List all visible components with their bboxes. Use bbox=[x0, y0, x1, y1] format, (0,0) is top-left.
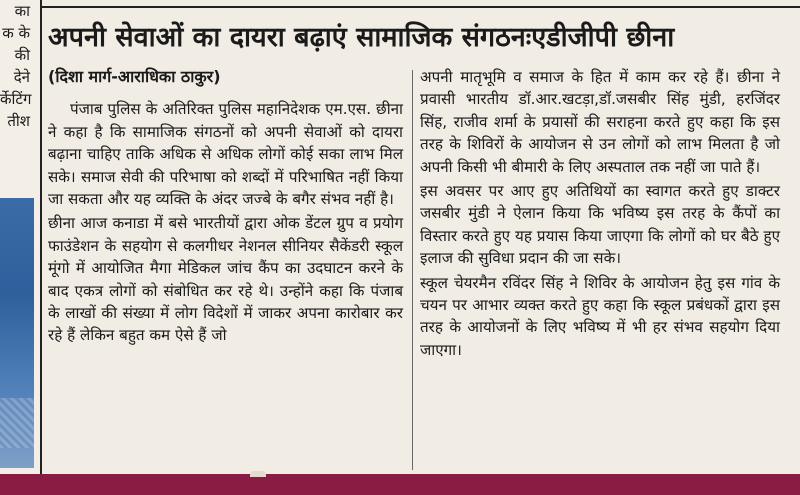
article-column-1 bbox=[48, 66, 403, 349]
adjacent-text-line: देने bbox=[13, 68, 30, 86]
paragraph: अपनी मातृभूमि व समाज के हित में काम कर रहे हैं। छीना ने प्रवासी भारतीय डॉ.आर.खटड़ा,डॉ.जसबीर सिंह मुंडी, हरजिंदर सिंह, राजीव शर्मा के प्रयासों की सराहना करते हुए कहा कि इस तरह के शिविरों के आयोजन से उन लोगों को लाभ मिलता है जो अपनी किसी भी बीमारी के लिए अस्पताल तक नहीं जा पाते हैं। bbox=[420, 68, 780, 176]
article-headline: अपनी सेवाओं का दायरा बढ़ाएं सामाजिक संगठनःएडीजीपी छीना bbox=[48, 22, 675, 53]
top-rule bbox=[42, 0, 800, 8]
adjacent-text-line: की bbox=[14, 46, 30, 64]
paragraph: स्कूल चेयरमैन रविंदर सिंह ने शिविर के आयोजन हेतु इस गांव के चयन पर आभार व्यक्त करते हुए कहा कि स्कूल प्रबंधकों द्वारा इस तरह के आयोजनों के लिए भविष्य में भी हर संभव सहयोग दिया जाएगा। bbox=[420, 273, 780, 359]
bottom-color-band bbox=[0, 474, 800, 495]
adjacent-text-line: र्केटिंग bbox=[0, 90, 32, 108]
adjacent-text-line: का bbox=[14, 2, 30, 20]
byline: (दिशा मार्ग-आराधिका ठाकुर) bbox=[48, 67, 221, 86]
adjacent-article-text bbox=[0, 0, 34, 132]
adjacent-text-line: तीश bbox=[7, 112, 30, 130]
adjacent-article-strip bbox=[0, 0, 42, 495]
paragraph: पंजाब पुलिस के अतिरिक्त पुलिस महानिदेशक एम.एस. छीना ने कहा है कि सामाजिक संगठनों को अपनी सेवाओं को दायरा बढ़ाना चाहिए ताकि अधिक से अधिक लोगों कोई सका लाभ मिल सके। समाज सेवी की परिभाषा को शब्दों में परिभाषित नहीं किया जा सकता और यह व्यक्ति के अंदर जज्बे के बगैर संभव नहीं है। bbox=[48, 100, 403, 209]
bottom-band-tab bbox=[250, 471, 266, 477]
adjacent-advertisement-image bbox=[0, 198, 34, 468]
paragraph: इस अवसर पर आए हुए अतिथियों का स्वागत करते हुए डाक्टर जसबीर मुंडी ने ऐलान किया कि भविष्य इस तरह के कैंपों का विस्तार करते हुए यह प्रयास किया जाएगा कि लोगों को घर बैठे हुए इलाज की सुविधा प्रदान की जा सके। bbox=[420, 182, 780, 268]
adjacent-text-line: क के bbox=[2, 24, 30, 42]
column-divider bbox=[412, 70, 413, 470]
article-column-2 bbox=[420, 66, 780, 363]
article-body bbox=[48, 66, 780, 470]
paragraph: छीना आज कनाडा में बसे भारतीयों द्वारा ओक डेंटल ग्रुप व प्रयोग फाउंडेशन के सहयोग से कलगीधर नेशनल सीनियर सैकेंडरी स्कूल मूंगो में आयोजित मैगा मेडिकल जांच कैंप का उदघाटन करने के बाद एकत्र लोगों को संबोधित कर रहे थे। उन्होंने कहा कि पंजाब के लाखों की संख्या में लोग विदेशों में जाकर अपना कारोबार कर रहे हैं लेकिन बहुत कम ऐसे हैं जो bbox=[48, 214, 403, 345]
